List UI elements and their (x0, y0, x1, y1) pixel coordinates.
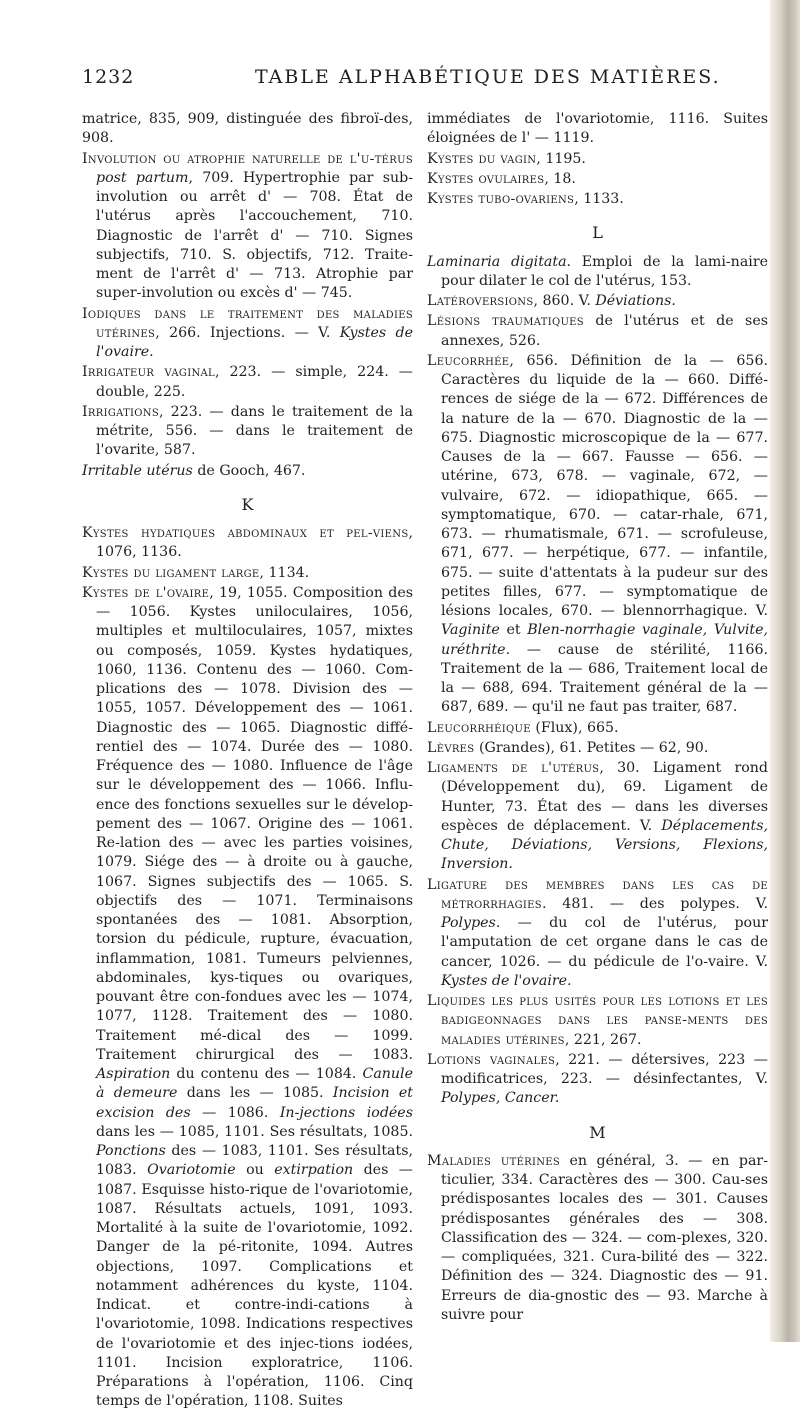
section-letter: L (592, 223, 603, 243)
page-number: 1232 (82, 66, 135, 88)
index-entry: Latéroversions, 860. V. Déviations. (427, 293, 676, 309)
index-entry: Involution ou atrophie naturelle de l'u-térus post partum, 709. Hypertrophie par sub-involution ou arrêt d' — 708. État de l'utérus après l'accouchement, 710. Diagnostic de l'arrêt d' — 710. Signes subjectifs, 710. S. objectifs, 712. Traite-ment de l'arrêt d' — 713. Atrophie par super-involution ou excès d' — 745. (82, 150, 413, 302)
index-entry: Leucorrhéique (Flux), 665. (427, 719, 619, 736)
right-column (427, 110, 768, 1326)
book-binding-shadow (770, 0, 800, 1342)
index-entry: Irrigations, 223. — dans le traitement de la métrite, 556. — dans le traitement de l'ovarite, 587. (82, 403, 413, 459)
index-entry: Kystes du vagin, 1195. (427, 150, 586, 167)
index-entry: Ligaments de l'utérus, 30. Ligament rond (Développement du), 69. Ligament de Hunter, 73. État des — dans les diverses espèces de déplacement. V. Déplacements, Chute, Déviations, Versions, Flexions, Inversion. (427, 760, 768, 873)
index-entry: Kystes tubo-ovariens, 1133. (427, 191, 624, 207)
running-title: TABLE ALPHABÉTIQUE DES MATIÈRES. (255, 66, 721, 88)
index-entry: Lotions vaginales, 221. — détersives, 223 — modificatrices, 223. — désinfectantes, V. Polypes, Cancer. (427, 1051, 768, 1107)
index-entry: matrice, 835, 909, distinguée des fibroï-des, 908. (82, 111, 413, 147)
index-entry: Irrigateur vaginal, 223. — simple, 224. — double, 225. (82, 364, 413, 400)
index-entry: Ligature des membres dans les cas de métrorrhagies. 481. — des polypes. V. Polypes. — du col de l'utérus, pour l'amputation de cet organe dans le cas de cancer, 1026. — du pédicule de l'o-vaire. V. Kystes de l'ovaire. (427, 876, 768, 989)
index-entry: Kystes hydatiques abdominaux et pel-viens, 1076, 1136. (82, 525, 413, 561)
index-entry: immédiates de l'ovariotomie, 1116. Suites éloignées de l' — 1119. (427, 111, 768, 147)
section-letter: M (589, 1122, 606, 1142)
index-entry: Liquides les plus usités pour les lotions et les badigeonnages dans les panse-ments des maladies utérines, 221, 267. (427, 993, 768, 1048)
index-entry: Kystes de l'ovaire, 19, 1055. Composition des — 1056. Kystes uniloculaires, 1056, multiples et multiloculaires, 1057, mixtes ou composés, 1059. Kystes hydatiques, 1060, 1136. Contenu des — 1060. Com-plications des — 1078. Division des — 1055, 1057. Développement des — 1061. Diagnostic des — 1065. Diagnostic diffé-rentiel des — 1074. Durée des — 1080. Fréquence des — 1080. Influence de l'âge sur le développement des — 1066. Influ-ence des fonctions sexuelles sur le dévelop-pement des — 1067. Origine des — 1061. Re-lation des — avec les parties voisines, 1079. Siége des — à droite ou à gauche, 1067. Signes subjectifs des — 1065. S. objectifs des — 1071. Terminaisons spontanées des — 1081. Absorption, torsion du pédicule, rupture, évacuation, inflammation, 1081. Tumeurs pelviennes, abdominales, kys-tiques ou ovariques, pouvant être con-fondues avec les — 1074, 1077, 1128. Traitement des — 1080. Traitement mé-dical des — 1099. Traitement chirurgical des — 1083. Aspiration du contenu des — 1084. Canule à demeure dans les — 1085. Incision et excision des — 1086. In-jections iodées dans les — 1085, 1101. Ses résultats, 1085. Ponctions des — 1083, 1101. Ses résultats, 1083. Ovariotomie ou extirpation des — 1087. Esquisse histo-rique de l'ovariotomie, 1087. Résultats actuels, 1091, 1093. Mortalité à la suite de l'ovariotomie, 1092. Danger de la pé-ritonite, 1094. Autres objections, 1097. Complications et notamment adhérences du kyste, 1104. Indicat. et contre-indi-cations à l'ovariotomie, 1098. Indications respectives de l'ovariotomie et des injec-tions iodées, 1101. Incision exploratrice, 1106. Préparations à l'opération, 1106. Cinq temps de l'opération, 1108. Suites (82, 584, 413, 1410)
index-entry: Laminaria digitata. Emploi de la lami-naire pour dilater le col de l'utérus, 153. (427, 253, 768, 289)
index-entry: Iodiques dans le traitement des maladies utérines, 266. Injections. — V. Kystes de l'ovaire. (82, 305, 413, 360)
index-entry: Irritable utérus de Gooch, 467. (82, 462, 306, 479)
index-entry: Lésions traumatiques de l'utérus et de ses annexes, 526. (427, 313, 768, 349)
index-entry: Kystes du ligament large, 1134. (82, 564, 310, 581)
section-letter: K (241, 494, 254, 514)
page-header (82, 66, 722, 94)
index-entry: Leucorrhée, 656. Définition de la — 656. Caractères du liquide de la — 660. Diffé-rences de siége de la — 672. Différences de la nature de la — 670. Diagnostic de la — 675. Diagnostic microscopique de la — 677. Causes de la — 667. Fausse — 656. — utérine, 673, 678. — vaginale, 672, — vulvaire, 672. — idiopathique, 665. — symptomatique, 670. — catar-rhale, 671, 673. — rhumatismale, 671. — scrofuleuse, 671, 677. — herpétique, 677. — infantile, 675. — suite d'attentats à la pudeur sur des petites filles, 677. — symptomatique de lésions locales, 670. — blennorrhagique. V. Vaginite et Blen-norrhagie vaginale, Vulvite, uréthrite. — cause de stérilité, 1166. Traitement de la — 686, Traitement local de la — 688, 694. Traitement général de la — 687, 689. — qu'il ne faut pas traiter, 687. (427, 352, 768, 716)
left-column (82, 110, 413, 1413)
index-entry: Maladies utérines en général, 3. — en par-ticulier, 334. Caractères des — 300. Cau-ses prédisposantes locales des — 301. Causes prédisposantes générales des — 308. Classification des — 324. — com-plexes, 320. — compliquées, 321. Cura-bilité des — 322. Définition des — 324. Diagnostic des — 91. Erreurs de dia-gnostic des — 93. Marche à suivre pour (427, 1152, 768, 1323)
index-entry: Lèvres (Grandes), 61. Petites — 62, 90. (427, 739, 709, 756)
index-entry: Kystes ovulaires, 18. (427, 170, 576, 187)
